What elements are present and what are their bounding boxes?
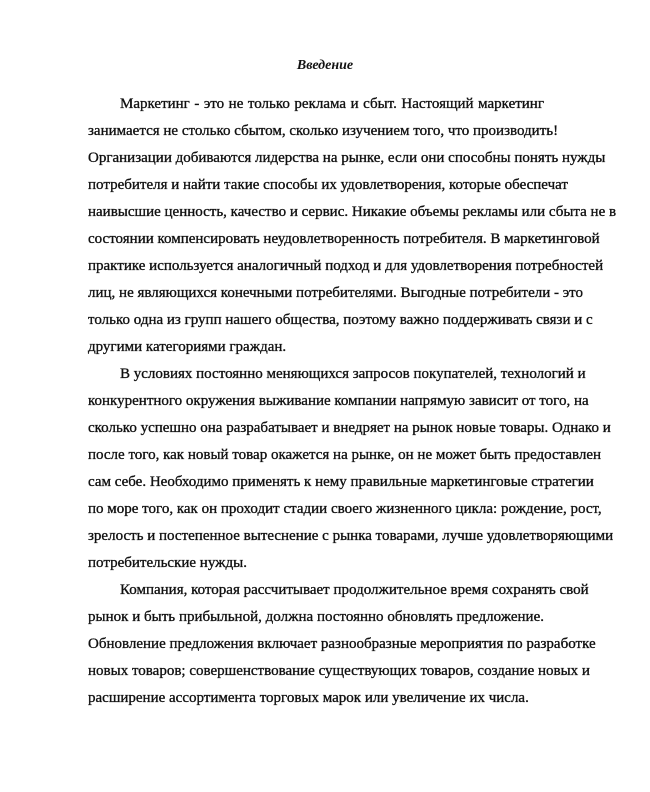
text-line: Маркетинг - это не только реклама и сбыт. Настоящий маркетинг [120, 96, 544, 112]
text-line: Обновление предложения включает разнообразные мероприятия по разработке [88, 636, 596, 652]
text-line: Организации добиваются лидерства на рынке, если они способны понять нужды [88, 150, 606, 166]
text-line: занимается не столько сбытом, сколько изучением того, что производить! [88, 123, 559, 139]
document-body [88, 91, 617, 712]
text-line: конкурентного окружения выживание компании напрямую зависит от того, на [88, 393, 589, 409]
paragraph [88, 577, 596, 712]
text-line: сам себе. Необходимо применять к нему правильные маркетинговые стратегии [88, 474, 594, 490]
text-line: потребителя и найти такие способы их удовлетворения, которые обеспечат [88, 177, 568, 193]
paragraph [88, 91, 617, 361]
text-line: наивысшие ценность, качество и сервис. Никакие объемы рекламы или сбыта не в [88, 204, 617, 220]
text-line: практике используется аналогичный подход и для удовлетворения потребностей [88, 258, 604, 274]
text-line: после того, как новый товар окажется на рынке, он не может быть предоставлен [88, 447, 602, 463]
text-line: потребительские нужды. [88, 555, 247, 571]
text-line: зрелость и постепенное вытеснение с рынка товарами, лучше удовлетворяющими [88, 528, 614, 544]
paragraph [88, 361, 614, 577]
text-line: В условиях постоянно меняющихся запросов покупателей, технологий и [120, 366, 586, 382]
page-title: Введение [296, 58, 354, 73]
text-line: лиц, не являющихся конечными потребителями. Выгодные потребители - это [88, 285, 584, 301]
text-line: другими категориями граждан. [88, 339, 287, 355]
text-line: новых товаров; совершенствование существующих товаров, создание новых и [88, 663, 590, 679]
text-line: Компания, которая рассчитывает продолжительное время сохранять свой [120, 582, 589, 598]
text-line: рынок и быть прибыльной, должна постоянно обновлять предложение. [88, 609, 544, 625]
text-line: расширение ассортимента торговых марок или увеличение их числа. [88, 690, 529, 706]
text-line: сколько успешно она разрабатывает и внедряет на рынок новые товары. Однако и [88, 420, 611, 436]
text-line: состоянии компенсировать неудовлетворенность потребителя. В маркетинговой [88, 231, 600, 247]
text-line: только одна из групп нашего общества, поэтому важно поддерживать связи и с [88, 312, 593, 328]
text-line: по море того, как он проходит стадии своего жизненного цикла: рождение, рост, [88, 501, 602, 517]
